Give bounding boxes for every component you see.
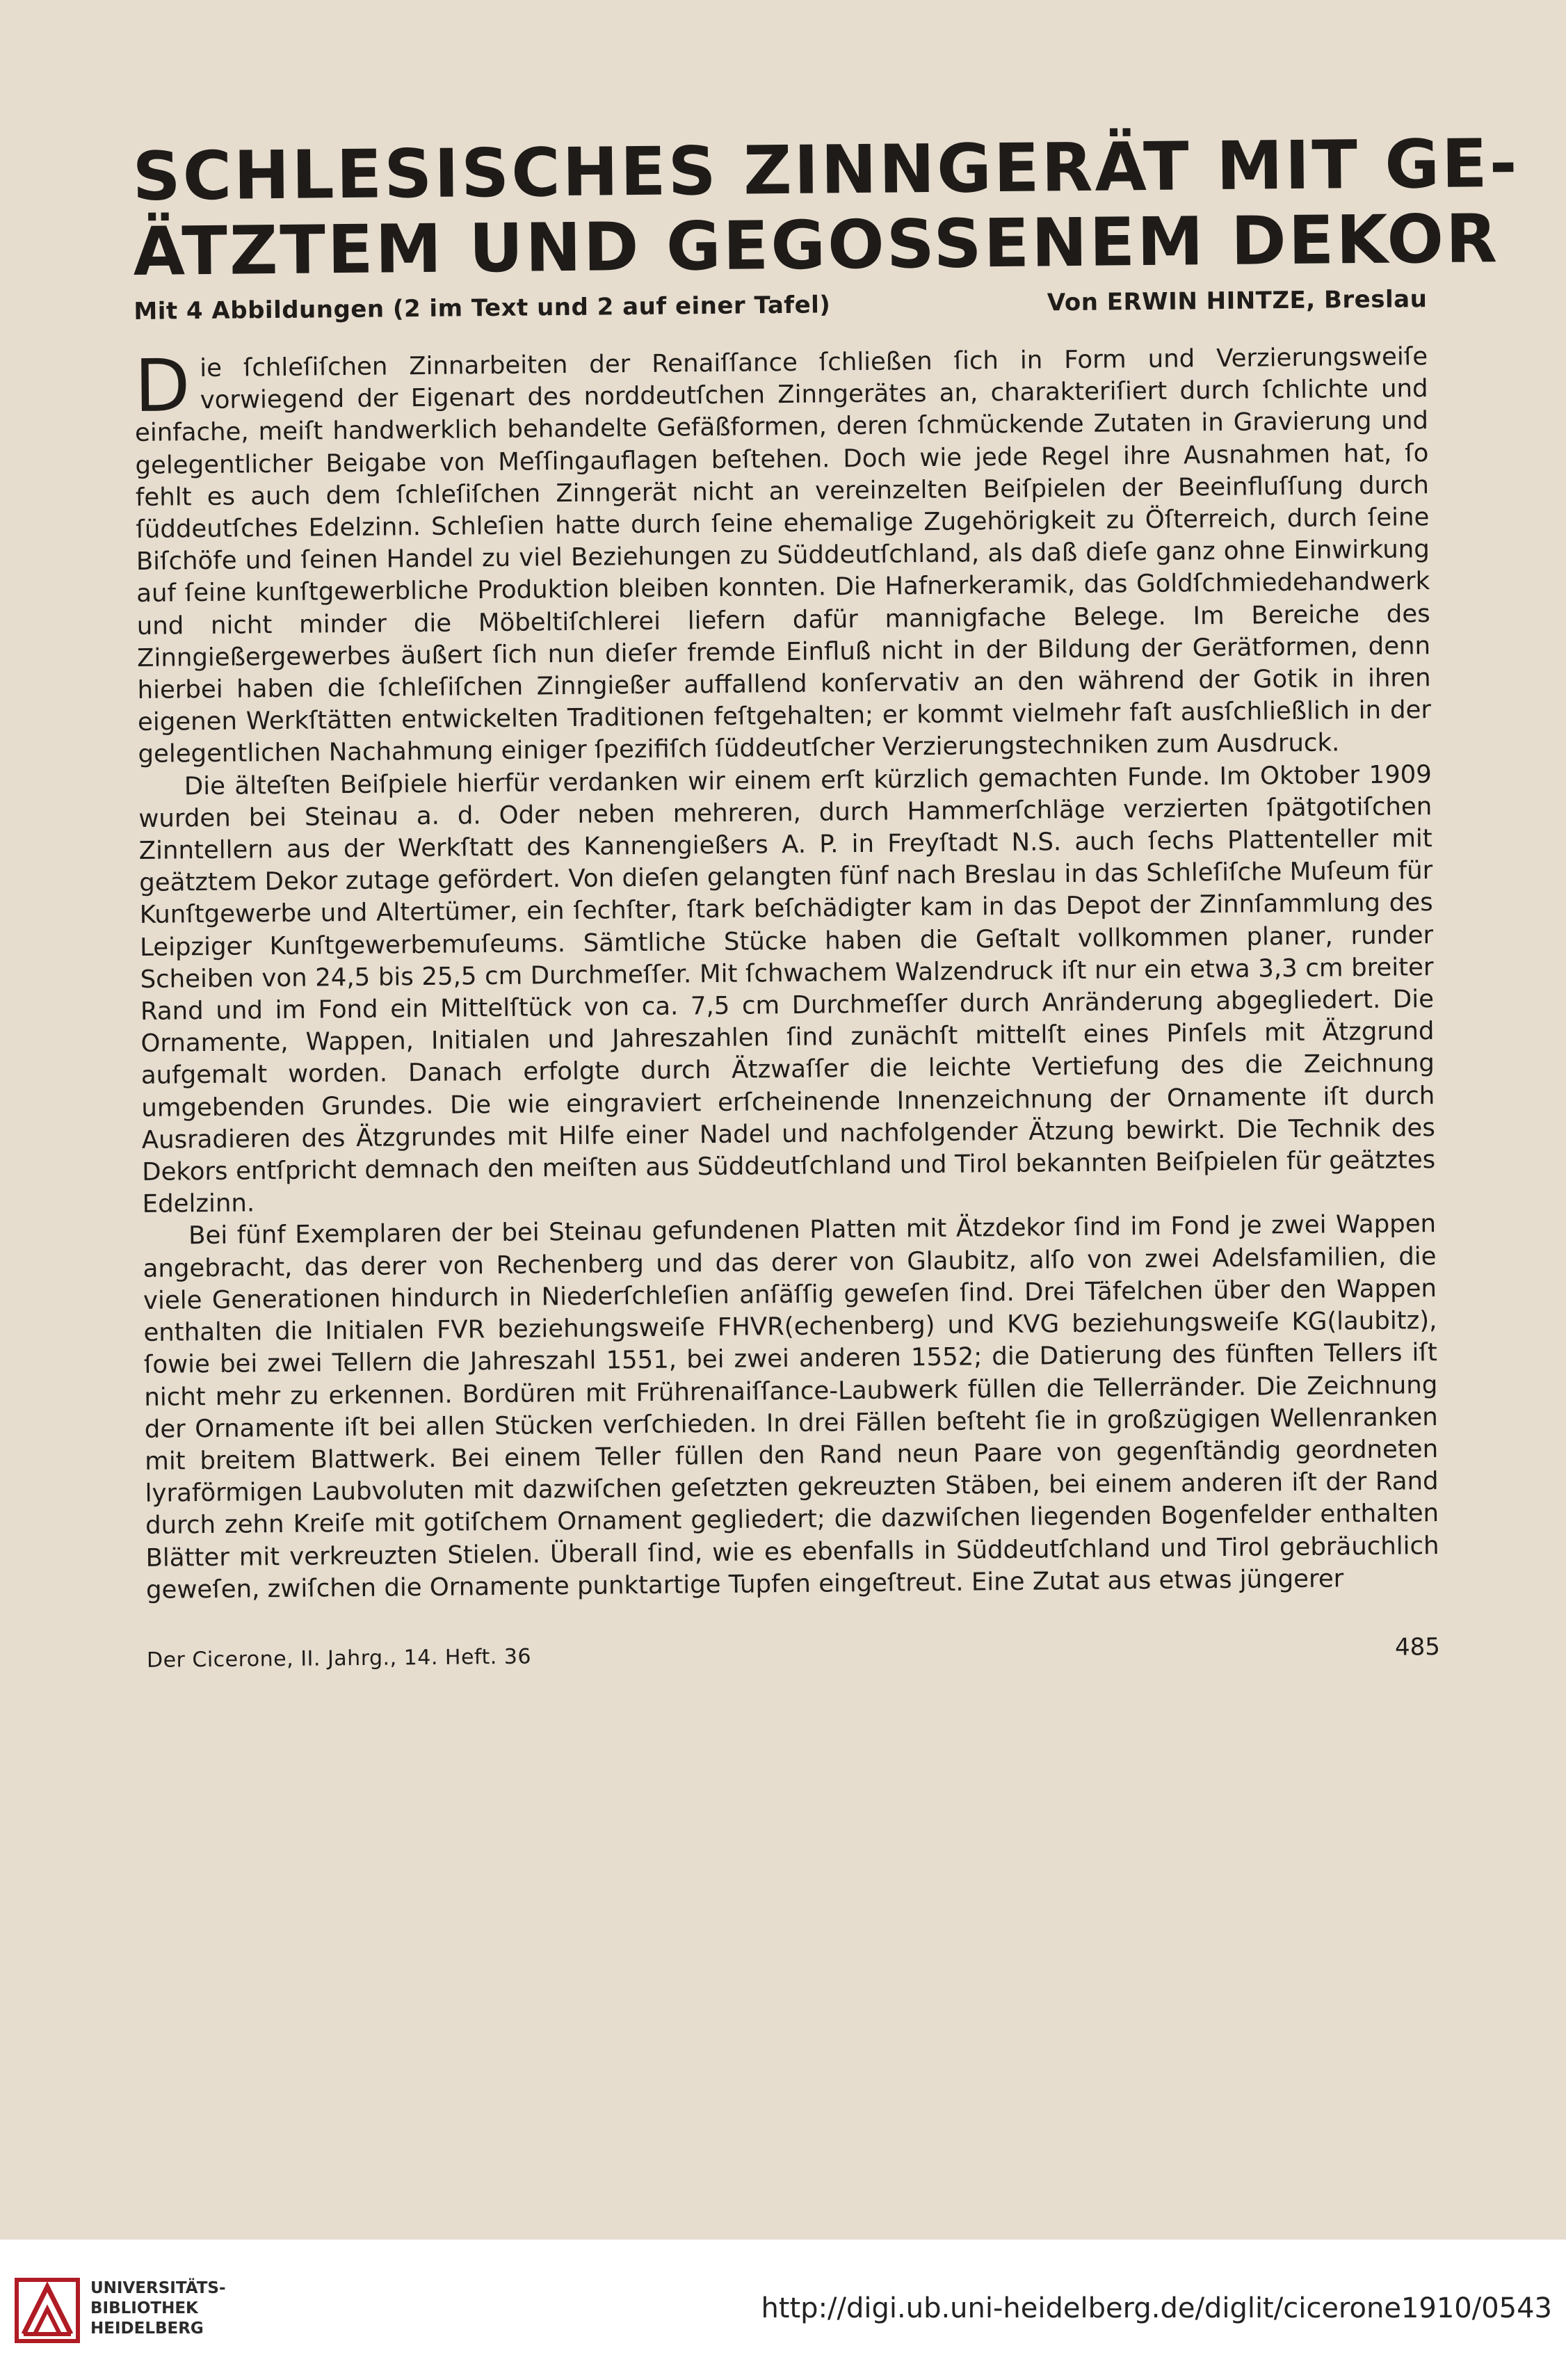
title-line-1: SCHLESISCHES ZINNGERÄT MIT GE- bbox=[131, 124, 1520, 216]
author-byline: Von ERWIN HINTZE, Breslau bbox=[1047, 285, 1428, 317]
page-footer bbox=[147, 1633, 1440, 1673]
article-subtitle: Mit 4 Abbildungen (2 im Text und 2 auf einer Tafel) bbox=[134, 291, 831, 325]
library-name bbox=[90, 2278, 226, 2339]
drop-cap: D bbox=[134, 343, 191, 428]
page-content bbox=[131, 124, 1520, 1673]
paragraph-1 bbox=[134, 341, 1432, 771]
paragraph-1-text: ie ſchleſiſchen Zinnarbeiten der Renaiſſance ſchließen ſich in Form und Verzierungsweiſe vorwiegend der Eigenart des norddeutſchen Zinngerätes an, charakteriſiert durch ſchlichte und einfache, meiſt handwerklich behandelte Gefäßformen, deren ſchmückende Zutaten in Gravierung und gelegentlicher Beigabe von Meſſingauflagen beſtehen. Doch wie jede Regel ihre Ausnahmen hat, ſo fehlt es auch dem ſchleſiſchen Zinngerät nicht an vereinzelten Beiſpielen der Beeinfluſſung durch ſüddeutſches Edelzinn. Schleſien hatte durch ſeine ehemalige Zugehörigkeit zu Öſterreich, durch ſeine Biſchöfe und ſeinen Handel zu viel Beziehungen zu Süddeutſchland, als daß dieſe ganz ohne Einwirkung auf ſeine kunſtgewerbliche Produktion bleiben konnten. Die Hafnerkeramik, das Goldſchmiedehandwerk und nicht minder die Möbeltiſchlerei liefern dafür mannigfache Belege. Im Bereiche des Zinngießergewerbes äußert ſich nun dieſer fremde Einfluß nicht in der Bildung der Gerätformen, denn hierbei haben die ſchleſiſchen Zinngießer auffallend konſervativ an den während der Gotik in ihren eigenen Werkſtätten entwickelten Traditionen feſtgehalten; er kommt vielmehr faſt ausſchließlich in der gelegentlichen Nachahmung einiger ſpezifiſch ſüddeutſcher Verzierungstechniken zum Ausdruck. bbox=[134, 342, 1432, 769]
ub-heidelberg-logo-icon[interactable] bbox=[14, 2277, 81, 2344]
journal-signature: Der Cicerone, II. Jahrg., 14. Heft. 36 bbox=[146, 1644, 532, 1673]
library-name-line-3: HEIDELBERG bbox=[90, 2319, 204, 2338]
page-number: 485 bbox=[1394, 1632, 1441, 1662]
article-title bbox=[131, 124, 1520, 291]
paragraph-2: Die älteſten Beiſpiele hierfür verdanken wir einem erſt kürzlich gemachten Funde. Im Oktober 1909 wurden bei Steinau a. d. Oder neben mehreren, durch Hammerſchläge verzierten ſpätgotiſchen Zinntellern aus der Werkſtatt des Kannengießers A. P. in Freyſtadt N.S. auch ſechs Plattenteller mit geätztem Dekor zutage gefördert. Von dieſen gelangten fünf nach Breslau in das Schleſiſche Muſeum für Kunſtgewerbe und Altertümer, ein ſechſter, ſtark beſchädigter kam in das Depot der Zinnſammlung des Leipziger Kunſtgewerbemuſeums. Sämtliche Stücke haben die Geſtalt vollkommen planer, runder Scheiben von 24,5 bis 25,5 cm Durchmeſſer. Mit ſchwachem Walzendruck iſt nur ein etwa 3,3 cm breiter Rand und im Fond ein Mittelſtück von ca. 7,5 cm Durchmeſſer durch Anränderung abgegliedert. Die Ornamente, Wappen, Initialen und Jahreszahlen ſind zunächſt mittelſt eines Pinſels mit Ätzgrund aufgemalt worden. Danach erfolgte durch Ätzwaſſer die leichte Vertiefung des die Zeichnung umgebenden Grundes. Die wie eingraviert erſcheinende Innenzeichnung der Ornamente iſt durch Ausradieren des Ätzgrundes mit Hilfe einer Nadel und nachfolgender Ätzung bewirkt. Die Technik des Dekors entſpricht demnach den meiſten aus Süddeutſchland und Tirol bekannten Beiſpielen für geätztes Edelzinn. bbox=[138, 759, 1436, 1219]
title-line-2: ÄTZTEM UND GEGOSSENEM DEKOR bbox=[133, 200, 1500, 291]
library-name-line-2: BIBLIOTHEK bbox=[90, 2299, 198, 2317]
subtitle-row bbox=[134, 285, 1427, 325]
source-url-link[interactable]: http://digi.ub.uni-heidelberg.de/diglit/cicerone1910/0543 bbox=[761, 2292, 1552, 2324]
paragraph-3: Bei fünf Exemplaren der bei Steinau gefundenen Platten mit Ätzdekor ſind im Fond je zwei Wappen angebracht, das derer von Rechenberg und das derer von Glaubitz, alſo von zwei Adelsfamilien, die viele Generationen hindurch in Niederſchleſien anſäſſig geweſen ſind. Drei Täfelchen über den Wappen enthalten die Initialen FVR beziehungsweiſe FHVR(echenberg) und KVG beziehungsweiſe KG(laubitz), ſowie bei zwei Tellern die Jahreszahl 1551, bei zwei anderen 1552; die Datierung des fünften Tellers iſt nicht mehr zu erkennen. Bordüren mit Frührenaiſſance-Laubwerk füllen die Tellerränder. Die Zeichnung der Ornamente iſt bei allen Stücken verſchieden. In drei Fällen beſteht ſie in großzügigen Wellenranken mit breitem Blattwerk. Bei einem Teller füllen den Rand neun Paare von gegenſtändig geordneten lyraförmigen Laubvoluten mit dazwiſchen geſetzten gekreuzten Stäben, bei einem anderen iſt der Rand durch zehn Kreiſe mit gotiſchem Ornament gegliedert; die dazwiſchen liegenden Bogenfelder enthalten Blätter mit verkreuzten Stielen. Überall ſind, wie es ebenfalls in Süddeutſchland und Tirol gebräuchlich geweſen, zwiſchen die Ornamente punktartige Tupfen eingeſtreut. Eine Zutat aus etwas jüngerer bbox=[143, 1209, 1439, 1605]
library-name-line-1: UNIVERSITÄTS- bbox=[90, 2279, 226, 2297]
article-body bbox=[134, 341, 1439, 1607]
library-banner bbox=[0, 2240, 1566, 2380]
